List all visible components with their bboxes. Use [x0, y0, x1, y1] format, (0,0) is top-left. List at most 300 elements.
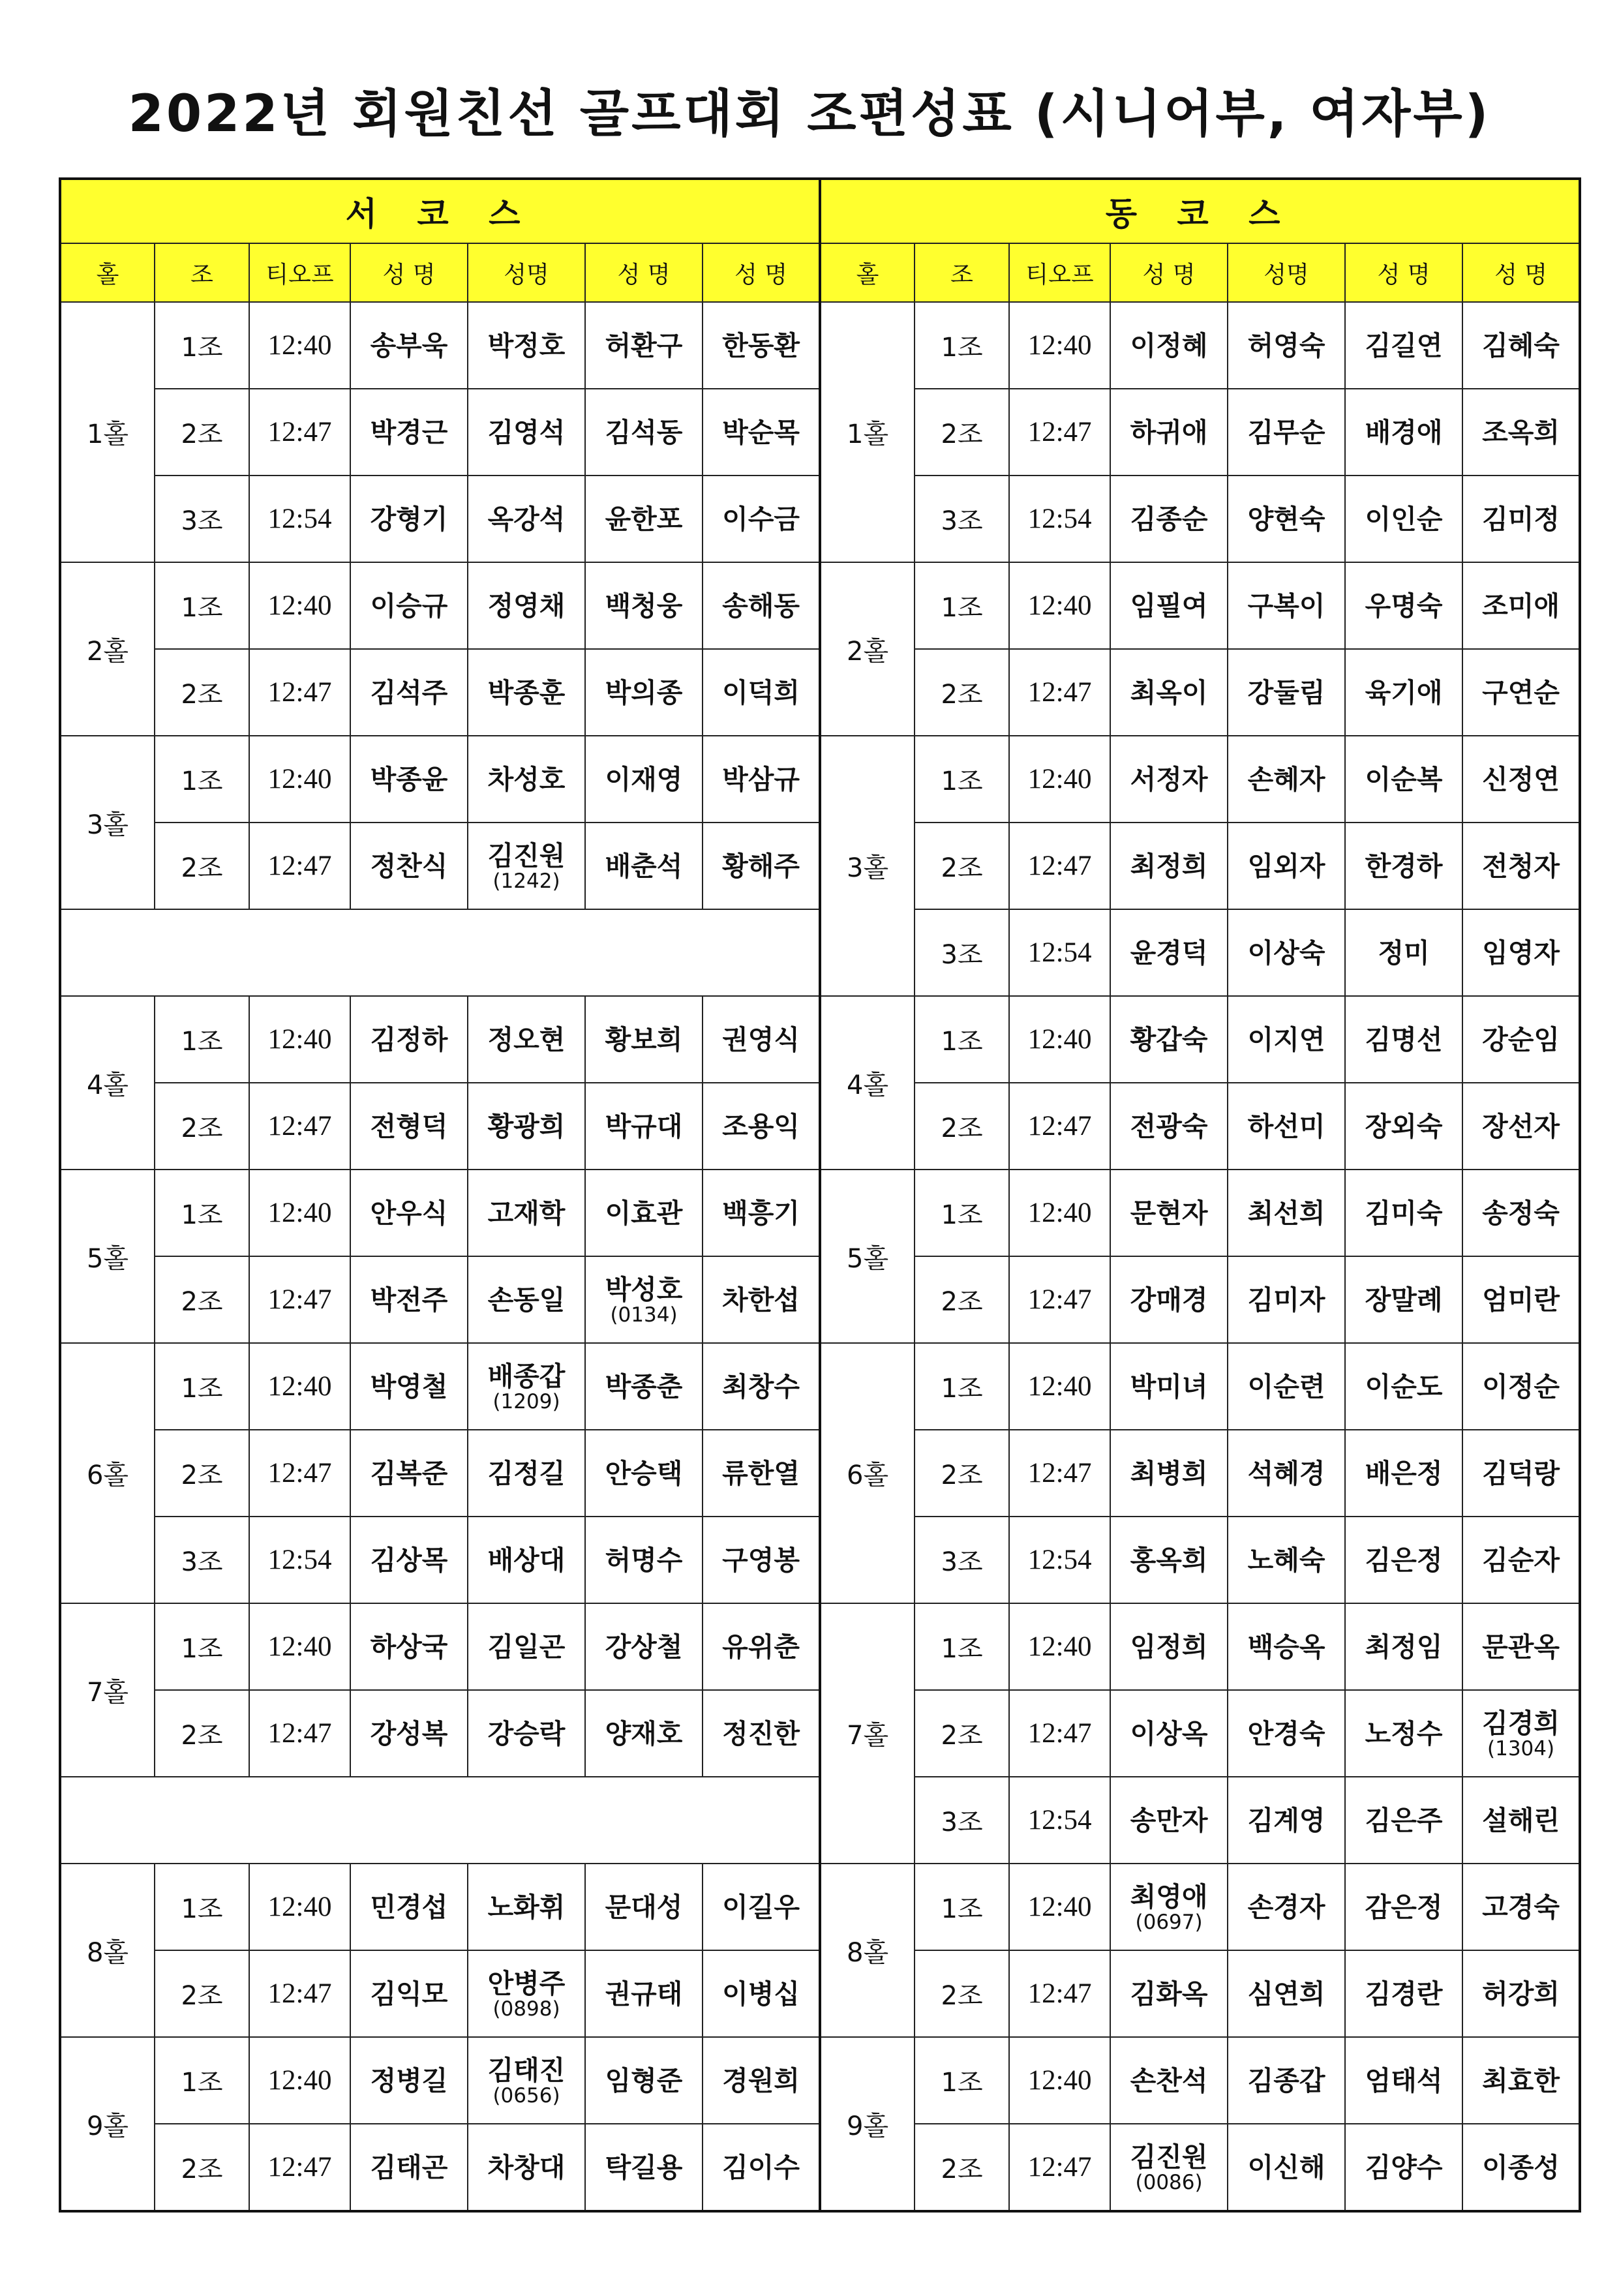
- player-name-cell: 김순자: [1462, 1517, 1580, 1603]
- group-cell: 3조: [915, 1777, 1009, 1864]
- teeoff-cell: 12:40: [1009, 1343, 1110, 1430]
- teeoff-cell: 12:40: [1009, 736, 1110, 823]
- player-name-cell: 박삼규: [703, 736, 820, 823]
- hole-cell: 5홀: [820, 1170, 915, 1343]
- hole-cell: 9홀: [60, 2037, 155, 2211]
- player-name-cell: 김정하: [350, 996, 468, 1083]
- player-name-cell: 이병십: [703, 1950, 820, 2037]
- player-name-cell: 이상숙: [1228, 909, 1345, 996]
- player-name-cell: 김태곤: [350, 2124, 468, 2211]
- player-name-cell: 엄태석: [1345, 2037, 1462, 2124]
- player-name-cell: 정미: [1345, 909, 1462, 996]
- hole-cell: 7홀: [820, 1603, 915, 1864]
- group-cell: 1조: [155, 1343, 249, 1430]
- player-name-cell: 강순임: [1462, 996, 1580, 1083]
- group-cell: 1조: [915, 736, 1009, 823]
- player-name-cell: 임정희: [1110, 1603, 1228, 1690]
- table-row: [60, 996, 1580, 1083]
- player-name-cell: 노정수: [1345, 1690, 1462, 1777]
- group-cell: 1조: [915, 1603, 1009, 1690]
- col-header-teeoff: 티오프: [1009, 243, 1110, 302]
- group-cell: 2조: [915, 649, 1009, 736]
- player-name-cell: 안경숙: [1228, 1690, 1345, 1777]
- player-name-cell: 김계영: [1228, 1777, 1345, 1864]
- player-name-cell: 차한섭: [703, 1256, 820, 1343]
- player-name-cell: 강성복: [350, 1690, 468, 1777]
- player-name-cell: 강매경: [1110, 1256, 1228, 1343]
- player-name-cell: 이재영: [585, 736, 703, 823]
- player-member-number: (0086): [1135, 2170, 1203, 2194]
- group-cell: 2조: [155, 649, 249, 736]
- player-name-cell: 하귀애: [1110, 389, 1228, 476]
- player-name-cell: 한동환: [703, 302, 820, 389]
- group-cell: 1조: [155, 736, 249, 823]
- teeoff-cell: 12:40: [249, 996, 350, 1083]
- player-name-cell: 김길연: [1345, 302, 1462, 389]
- player-name-cell: 허영숙: [1228, 302, 1345, 389]
- group-cell: 2조: [155, 1256, 249, 1343]
- table-row: [60, 2037, 1580, 2124]
- teeoff-cell: 12:40: [1009, 562, 1110, 649]
- teeoff-cell: 12:47: [249, 1430, 350, 1517]
- player-name-cell: 조옥희: [1462, 389, 1580, 476]
- player-name-cell: 박종윤: [350, 736, 468, 823]
- player-name-cell: 문관옥: [1462, 1603, 1580, 1690]
- player-name-cell: 김양수: [1345, 2124, 1462, 2211]
- group-cell: 2조: [155, 2124, 249, 2211]
- group-cell: 2조: [915, 1430, 1009, 1517]
- player-name-cell: 민경섭: [350, 1864, 468, 1950]
- player-name-cell: 배춘석: [585, 823, 703, 909]
- player-name: 김진원: [1130, 2141, 1208, 2173]
- player-name-cell: 김이수: [703, 2124, 820, 2211]
- player-name-cell: 이종성: [1462, 2124, 1580, 2211]
- player-member-number: (0697): [1135, 1910, 1203, 1934]
- player-name-cell: [468, 2037, 585, 2124]
- player-name-cell: [585, 1256, 703, 1343]
- table-row: [60, 736, 1580, 823]
- player-name: 박성호: [605, 1273, 683, 1305]
- player-name-cell: 정영채: [468, 562, 585, 649]
- player-name: 배종갑: [487, 1360, 566, 1392]
- player-name-cell: [468, 1950, 585, 2037]
- player-name-cell: 권영식: [703, 996, 820, 1083]
- hole-cell: 8홀: [60, 1864, 155, 2037]
- teeoff-cell: 12:54: [1009, 1777, 1110, 1864]
- group-cell: 1조: [155, 302, 249, 389]
- teeoff-cell: 12:54: [1009, 909, 1110, 996]
- player-name-cell: 이순복: [1345, 736, 1462, 823]
- player-name-cell: 박순목: [703, 389, 820, 476]
- hole-cell: 3홀: [60, 736, 155, 909]
- player-name: 김태진: [487, 2054, 566, 2086]
- teeoff-cell: 12:47: [1009, 1950, 1110, 2037]
- player-name-cell: 하상국: [350, 1603, 468, 1690]
- player-name-cell: 탁길용: [585, 2124, 703, 2211]
- player-name-cell: 허환구: [585, 302, 703, 389]
- player-name-cell: 우명숙: [1345, 562, 1462, 649]
- group-cell: 1조: [915, 1170, 1009, 1256]
- player-name-cell: 백청웅: [585, 562, 703, 649]
- player-name-cell: 손동일: [468, 1256, 585, 1343]
- player-name-cell: 배상대: [468, 1517, 585, 1603]
- player-name-cell: 경원희: [703, 2037, 820, 2124]
- player-name: 김진원: [487, 839, 566, 871]
- player-name-cell: 송해동: [703, 562, 820, 649]
- col-header-hole: 홀: [60, 243, 155, 302]
- hole-cell: 9홀: [820, 2037, 915, 2211]
- player-name-cell: 장말례: [1345, 1256, 1462, 1343]
- col-header-name: 성 명: [1462, 243, 1580, 302]
- player-name-cell: 손경자: [1228, 1864, 1345, 1950]
- player-name-cell: 이순련: [1228, 1343, 1345, 1430]
- player-name-cell: 양재호: [585, 1690, 703, 1777]
- player-name-cell: 심연희: [1228, 1950, 1345, 2037]
- group-cell: 3조: [915, 1517, 1009, 1603]
- group-cell: 1조: [155, 996, 249, 1083]
- teeoff-cell: 12:40: [249, 1603, 350, 1690]
- col-header-name: 성 명: [585, 243, 703, 302]
- player-name-cell: 구복이: [1228, 562, 1345, 649]
- player-name-cell: 옥강석: [468, 476, 585, 562]
- player-name-cell: 최정희: [1110, 823, 1228, 909]
- teeoff-cell: 12:54: [1009, 1517, 1110, 1603]
- player-name-cell: 차성호: [468, 736, 585, 823]
- hole-cell: 4홀: [60, 996, 155, 1170]
- group-cell: 1조: [155, 1603, 249, 1690]
- player-name-cell: 장선자: [1462, 1083, 1580, 1170]
- player-name-cell: 김경란: [1345, 1950, 1462, 2037]
- player-member-number: (1209): [492, 1389, 560, 1413]
- player-name-cell: 최창수: [703, 1343, 820, 1430]
- col-header-name: 성명: [1228, 243, 1345, 302]
- player-name-cell: 전청자: [1462, 823, 1580, 909]
- teeoff-cell: 12:47: [1009, 2124, 1110, 2211]
- teeoff-cell: 12:47: [249, 389, 350, 476]
- player-name-cell: 하선미: [1228, 1083, 1345, 1170]
- group-cell: 1조: [155, 1864, 249, 1950]
- player-name-cell: 송만자: [1110, 1777, 1228, 1864]
- group-cell: 2조: [915, 1690, 1009, 1777]
- player-name-cell: 이길우: [703, 1864, 820, 1950]
- player-name-cell: 이정혜: [1110, 302, 1228, 389]
- player-name-cell: 김은주: [1345, 1777, 1462, 1864]
- group-cell: 2조: [155, 1950, 249, 2037]
- player-name-cell: 박미녀: [1110, 1343, 1228, 1430]
- player-name-cell: 장외숙: [1345, 1083, 1462, 1170]
- player-name-cell: 박종훈: [468, 649, 585, 736]
- group-cell: 3조: [155, 476, 249, 562]
- player-name-cell: 이상옥: [1110, 1690, 1228, 1777]
- player-name-cell: [468, 823, 585, 909]
- player-name-cell: 강둘림: [1228, 649, 1345, 736]
- group-cell: 2조: [155, 1690, 249, 1777]
- player-name-cell: 김혜숙: [1462, 302, 1580, 389]
- player-name-cell: 조용익: [703, 1083, 820, 1170]
- group-cell: 3조: [915, 909, 1009, 996]
- teeoff-cell: 12:54: [249, 476, 350, 562]
- col-header-teeoff: 티오프: [249, 243, 350, 302]
- player-name-cell: 박영철: [350, 1343, 468, 1430]
- table-row: [60, 1343, 1580, 1430]
- player-name-cell: 이지연: [1228, 996, 1345, 1083]
- group-cell: 1조: [915, 302, 1009, 389]
- group-cell: 2조: [915, 389, 1009, 476]
- col-header-name: 성명: [468, 243, 585, 302]
- player-member-number: (0898): [492, 1997, 560, 2021]
- player-name-cell: 박경근: [350, 389, 468, 476]
- player-name-cell: 김영석: [468, 389, 585, 476]
- player-name-cell: 문대성: [585, 1864, 703, 1950]
- player-name-cell: 이순도: [1345, 1343, 1462, 1430]
- player-name-cell: 최효한: [1462, 2037, 1580, 2124]
- player-name-cell: 정오현: [468, 996, 585, 1083]
- group-cell: 1조: [155, 562, 249, 649]
- player-name-cell: 김미정: [1462, 476, 1580, 562]
- player-name-cell: 황보희: [585, 996, 703, 1083]
- player-name-cell: 윤경덕: [1110, 909, 1228, 996]
- teeoff-cell: 12:47: [1009, 389, 1110, 476]
- teeoff-cell: 12:40: [249, 562, 350, 649]
- empty-row: [60, 909, 820, 996]
- teeoff-cell: 12:40: [249, 1343, 350, 1430]
- player-name-cell: 이인순: [1345, 476, 1462, 562]
- player-name-cell: 홍옥희: [1110, 1517, 1228, 1603]
- teeoff-cell: 12:47: [1009, 1690, 1110, 1777]
- player-name-cell: [1462, 1690, 1580, 1777]
- teeoff-cell: 12:40: [1009, 996, 1110, 1083]
- teeoff-cell: 12:40: [1009, 1170, 1110, 1256]
- player-name: 안병주: [487, 1967, 566, 1999]
- player-member-number: (0656): [492, 2083, 560, 2107]
- player-member-number: (1304): [1487, 1736, 1555, 1760]
- group-cell: 1조: [915, 1864, 1009, 1950]
- player-name-cell: 김일곤: [468, 1603, 585, 1690]
- player-name-cell: 이덕희: [703, 649, 820, 736]
- player-name-cell: 노혜숙: [1228, 1517, 1345, 1603]
- player-name-cell: 박정호: [468, 302, 585, 389]
- hole-cell: 4홀: [820, 996, 915, 1170]
- player-name-cell: 배경애: [1345, 389, 1462, 476]
- player-name-cell: 황갑숙: [1110, 996, 1228, 1083]
- page-title: 2022년 회원친선 골프대회 조편성표 (시니어부, 여자부): [128, 85, 1491, 144]
- player-name-cell: 구연순: [1462, 649, 1580, 736]
- player-name-cell: 한경하: [1345, 823, 1462, 909]
- east-course-header: 동 코 스: [820, 179, 1580, 243]
- player-name-cell: 문현자: [1110, 1170, 1228, 1256]
- hole-cell: 3홀: [820, 736, 915, 996]
- col-header-name: 성 명: [703, 243, 820, 302]
- player-name-cell: [468, 1343, 585, 1430]
- group-cell: 2조: [155, 1083, 249, 1170]
- player-name-cell: 조미애: [1462, 562, 1580, 649]
- group-cell: 2조: [915, 2124, 1009, 2211]
- player-name-cell: 안승택: [585, 1430, 703, 1517]
- player-name-cell: 김덕랑: [1462, 1430, 1580, 1517]
- hole-cell: 7홀: [60, 1603, 155, 1777]
- player-name-cell: 김석주: [350, 649, 468, 736]
- player-name-cell: 손혜자: [1228, 736, 1345, 823]
- col-header-group: 조: [915, 243, 1009, 302]
- group-cell: 3조: [155, 1517, 249, 1603]
- player-name-cell: 전형덕: [350, 1083, 468, 1170]
- teeoff-cell: 12:40: [1009, 1603, 1110, 1690]
- player-name-cell: 권규태: [585, 1950, 703, 2037]
- group-cell: 2조: [915, 1256, 1009, 1343]
- player-name-cell: 이정순: [1462, 1343, 1580, 1430]
- player-name-cell: 류한열: [703, 1430, 820, 1517]
- teeoff-cell: 12:47: [1009, 1256, 1110, 1343]
- col-header-hole: 홀: [820, 243, 915, 302]
- player-name-cell: 이수금: [703, 476, 820, 562]
- teeoff-cell: 12:47: [1009, 649, 1110, 736]
- player-name-cell: 차창대: [468, 2124, 585, 2211]
- player-name-cell: 임필여: [1110, 562, 1228, 649]
- player-name-cell: 김익모: [350, 1950, 468, 2037]
- teeoff-cell: 12:40: [249, 1864, 350, 1950]
- player-name-cell: 황해주: [703, 823, 820, 909]
- col-header-name: 성 명: [350, 243, 468, 302]
- group-cell: 1조: [915, 562, 1009, 649]
- col-header-group: 조: [155, 243, 249, 302]
- hole-cell: 1홀: [820, 302, 915, 562]
- teeoff-cell: 12:47: [1009, 1083, 1110, 1170]
- player-name-cell: 김미자: [1228, 1256, 1345, 1343]
- player-name-cell: 고경숙: [1462, 1864, 1580, 1950]
- teeoff-cell: 12:47: [1009, 1430, 1110, 1517]
- teeoff-cell: 12:40: [249, 2037, 350, 2124]
- player-name-cell: 박의종: [585, 649, 703, 736]
- group-cell: 1조: [155, 2037, 249, 2124]
- table-row: [60, 302, 1580, 389]
- player-name-cell: 최병희: [1110, 1430, 1228, 1517]
- teeoff-cell: 12:47: [249, 1083, 350, 1170]
- player-name-cell: 이신해: [1228, 2124, 1345, 2211]
- player-name-cell: 박전주: [350, 1256, 468, 1343]
- table-row: [60, 1864, 1580, 1950]
- player-name-cell: 송정숙: [1462, 1170, 1580, 1256]
- player-name-cell: 구영봉: [703, 1517, 820, 1603]
- teeoff-cell: 12:40: [1009, 2037, 1110, 2124]
- player-name-cell: 백승옥: [1228, 1603, 1345, 1690]
- col-header-name: 성 명: [1110, 243, 1228, 302]
- teeoff-cell: 12:47: [249, 649, 350, 736]
- table-row: [60, 562, 1580, 649]
- group-cell: 1조: [155, 1170, 249, 1256]
- player-name-cell: 배은정: [1345, 1430, 1462, 1517]
- hole-cell: 1홀: [60, 302, 155, 562]
- player-name-cell: 윤한포: [585, 476, 703, 562]
- player-name-cell: 최정임: [1345, 1603, 1462, 1690]
- player-name-cell: 김화옥: [1110, 1950, 1228, 2037]
- player-name-cell: 김무순: [1228, 389, 1345, 476]
- player-name-cell: 백흥기: [703, 1170, 820, 1256]
- player-name-cell: [1110, 2124, 1228, 2211]
- player-name-cell: 정찬식: [350, 823, 468, 909]
- teeoff-cell: 12:54: [1009, 476, 1110, 562]
- teeoff-cell: 12:40: [249, 1170, 350, 1256]
- player-name-cell: 안우식: [350, 1170, 468, 1256]
- hole-cell: 2홀: [820, 562, 915, 736]
- player-name-cell: 엄미란: [1462, 1256, 1580, 1343]
- group-cell: 3조: [915, 476, 1009, 562]
- hole-cell: 5홀: [60, 1170, 155, 1343]
- group-cell: 2조: [155, 389, 249, 476]
- teeoff-cell: 12:40: [1009, 1864, 1110, 1950]
- player-name: 김경희: [1482, 1707, 1560, 1739]
- group-cell: 1조: [915, 1343, 1009, 1430]
- teeoff-cell: 12:47: [249, 2124, 350, 2211]
- teeoff-cell: 12:47: [1009, 823, 1110, 909]
- schedule-table: [59, 177, 1581, 2213]
- teeoff-cell: 12:47: [249, 1690, 350, 1777]
- group-cell: 2조: [915, 823, 1009, 909]
- teeoff-cell: 12:47: [249, 1950, 350, 2037]
- player-name-cell: 김종갑: [1228, 2037, 1345, 2124]
- player-name-cell: 임형준: [585, 2037, 703, 2124]
- group-cell: 2조: [915, 1950, 1009, 2037]
- player-name-cell: 이효관: [585, 1170, 703, 1256]
- player-name-cell: 육기애: [1345, 649, 1462, 736]
- player-name-cell: 박규대: [585, 1083, 703, 1170]
- table-row: [60, 1603, 1580, 1690]
- player-name-cell: 김명선: [1345, 996, 1462, 1083]
- player-name-cell: 황광희: [468, 1083, 585, 1170]
- player-name-cell: 김상목: [350, 1517, 468, 1603]
- col-header-name: 성 명: [1345, 243, 1462, 302]
- teeoff-cell: 12:54: [249, 1517, 350, 1603]
- player-name-cell: 허강희: [1462, 1950, 1580, 2037]
- group-cell: 1조: [915, 996, 1009, 1083]
- player-member-number: (1242): [492, 869, 560, 893]
- player-name-cell: 강상철: [585, 1603, 703, 1690]
- table-row: [60, 1170, 1580, 1256]
- player-name-cell: 서정자: [1110, 736, 1228, 823]
- player-name-cell: 송부욱: [350, 302, 468, 389]
- player-name: 최영애: [1130, 1881, 1208, 1912]
- player-name-cell: 강승락: [468, 1690, 585, 1777]
- player-name-cell: 설해린: [1462, 1777, 1580, 1864]
- group-cell: 1조: [915, 2037, 1009, 2124]
- teeoff-cell: 12:40: [249, 302, 350, 389]
- player-name-cell: [1110, 1864, 1228, 1950]
- player-name-cell: 감은정: [1345, 1864, 1462, 1950]
- player-name-cell: 손찬석: [1110, 2037, 1228, 2124]
- player-name-cell: 김석동: [585, 389, 703, 476]
- player-name-cell: 허명수: [585, 1517, 703, 1603]
- player-name-cell: 노화휘: [468, 1864, 585, 1950]
- player-name-cell: 최옥이: [1110, 649, 1228, 736]
- hole-cell: 2홀: [60, 562, 155, 736]
- player-name-cell: 김복준: [350, 1430, 468, 1517]
- hole-cell: 8홀: [820, 1864, 915, 2037]
- hole-cell: 6홀: [820, 1343, 915, 1603]
- teeoff-cell: 12:40: [249, 736, 350, 823]
- player-name-cell: 고재학: [468, 1170, 585, 1256]
- player-name-cell: 임외자: [1228, 823, 1345, 909]
- teeoff-cell: 12:47: [249, 1256, 350, 1343]
- player-name-cell: 임영자: [1462, 909, 1580, 996]
- empty-row: [60, 1777, 820, 1864]
- group-cell: 2조: [915, 1083, 1009, 1170]
- player-name-cell: 석혜경: [1228, 1430, 1345, 1517]
- player-name-cell: 김미숙: [1345, 1170, 1462, 1256]
- player-name-cell: 김종순: [1110, 476, 1228, 562]
- player-name-cell: 이승규: [350, 562, 468, 649]
- player-member-number: (0134): [610, 1303, 678, 1327]
- hole-cell: 6홀: [60, 1343, 155, 1603]
- player-name-cell: 유위춘: [703, 1603, 820, 1690]
